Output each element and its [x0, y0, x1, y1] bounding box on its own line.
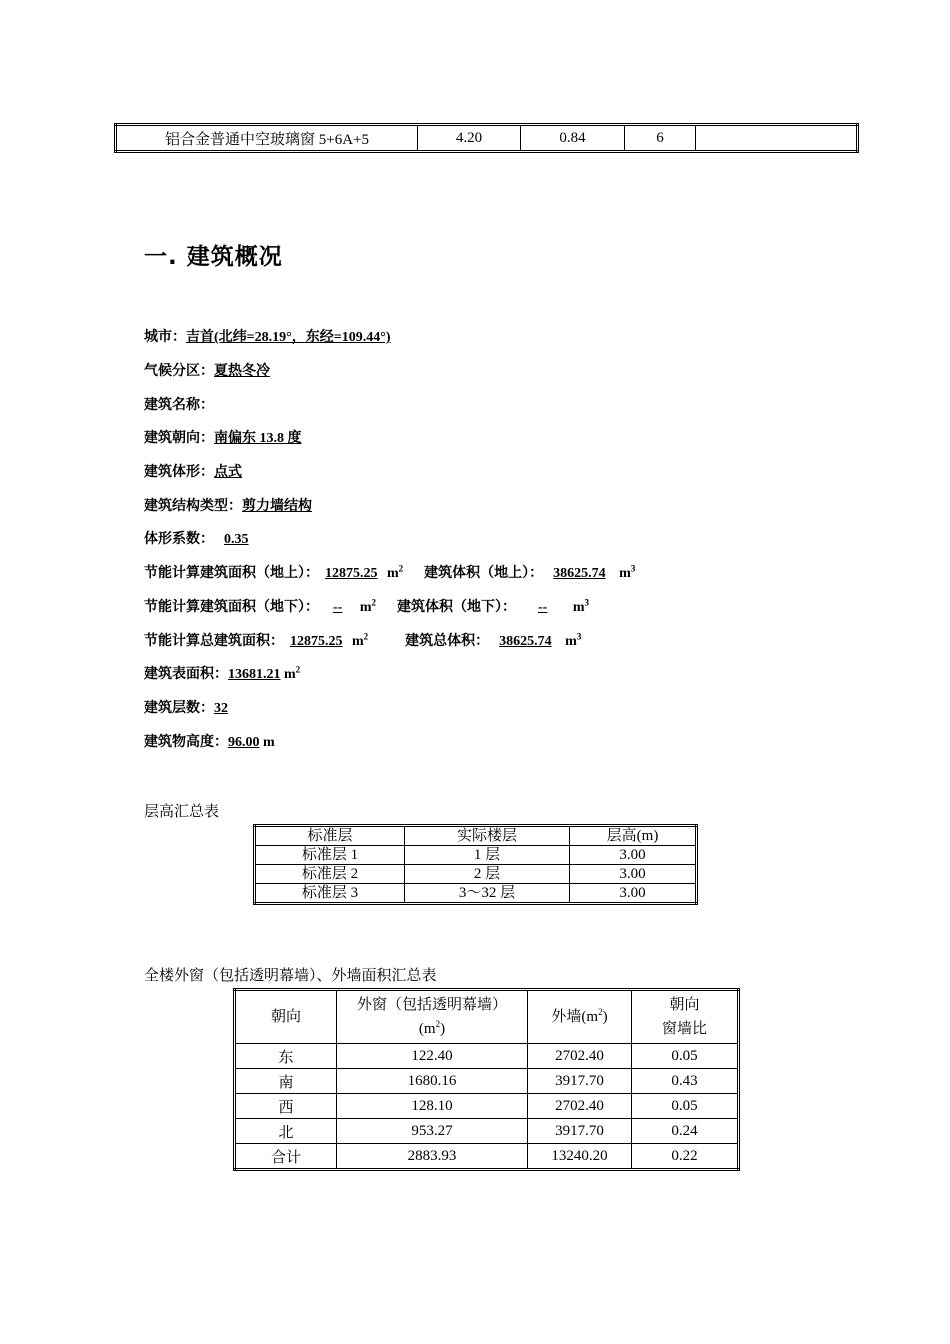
info-value: 12875.25 — [325, 566, 378, 581]
table-cell: 2702.40 — [528, 1044, 632, 1069]
table-cell: 3.00 — [570, 884, 697, 904]
unit-sup: 2 — [371, 597, 376, 608]
table-cell: 953.27 — [337, 1119, 528, 1144]
header-line — [337, 1017, 527, 1041]
info-value: 13681.21 — [228, 667, 281, 682]
table-cell: 2702.40 — [528, 1094, 632, 1119]
table-cell: 0.24 — [632, 1119, 739, 1144]
unit-sup: 2 — [363, 631, 369, 642]
table-header — [528, 990, 632, 1044]
info-label: 城市： — [144, 330, 186, 345]
table-header: 实际楼层 — [405, 826, 570, 846]
table-cell: 2883.93 — [337, 1144, 528, 1170]
info-below-ground — [144, 598, 589, 618]
table-cell: 0.05 — [632, 1094, 739, 1119]
table-cell: 铝合金普通中空玻璃窗 5+6A+5 — [116, 125, 418, 152]
info-above-ground — [144, 564, 635, 584]
table-cell: 标准层 3 — [255, 884, 405, 904]
table-cell: 4.20 — [418, 125, 521, 152]
section-title: 一. 建筑概况 — [144, 244, 283, 270]
unit-sup: 3 — [576, 631, 582, 642]
table-cell: 122.40 — [337, 1044, 528, 1069]
table-row — [255, 884, 697, 904]
table-cell: 1 层 — [405, 846, 570, 865]
table-cell: 0.05 — [632, 1044, 739, 1069]
info-label: 节能计算总建筑面积： — [144, 634, 284, 649]
info-total — [144, 632, 581, 652]
info-value: 38625.74 — [553, 566, 606, 581]
info-label: 体形系数： — [144, 532, 214, 547]
info-structure — [144, 497, 312, 517]
info-label: 建筑朝向： — [144, 431, 214, 446]
info-label: 气候分区： — [144, 364, 214, 379]
table-cell: 0.22 — [632, 1144, 739, 1170]
info-value: 96.00 — [228, 735, 260, 750]
info-value: 吉首(北纬=28.19°，东经=109.44°) — [186, 330, 391, 345]
info-city — [144, 328, 390, 348]
table-cell: 0.84 — [521, 125, 625, 152]
unit: m — [263, 735, 275, 750]
table-row — [116, 125, 858, 152]
info-name — [144, 396, 214, 416]
table-cell: 2 层 — [405, 865, 570, 884]
header-line: 朝向 — [669, 997, 700, 1013]
floor-table-caption: 层高汇总表 — [144, 804, 220, 820]
table-row — [255, 865, 697, 884]
table-cell: 南 — [235, 1069, 337, 1094]
table-row — [235, 1094, 739, 1119]
info-value: -- — [538, 600, 548, 615]
header-line: 外窗（包括透明幕墙） — [356, 997, 507, 1013]
info-label: 建筑体积（地上）： — [424, 566, 544, 581]
table-header — [632, 990, 739, 1044]
table-cell: 3.00 — [570, 865, 697, 884]
info-label: 建筑表面积： — [144, 667, 228, 682]
table-row — [235, 1069, 739, 1094]
table-cell: 0.43 — [632, 1069, 739, 1094]
info-value: 夏热冬冷 — [214, 364, 270, 379]
unit-sup: 2 — [435, 1019, 441, 1029]
table-cell: 13240.20 — [528, 1144, 632, 1170]
table-header — [337, 990, 528, 1044]
table-row — [235, 1144, 739, 1170]
info-value: 点式 — [214, 465, 242, 480]
unit-sup: 2 — [398, 563, 404, 574]
table-cell: 北 — [235, 1119, 337, 1144]
info-value: -- — [333, 600, 343, 615]
info-value: 0.35 — [224, 532, 249, 547]
table-row — [255, 846, 697, 865]
table-cell: 东 — [235, 1044, 337, 1069]
floor-height-table — [253, 824, 698, 905]
info-orientation — [144, 429, 302, 449]
table-cell: 128.10 — [337, 1094, 528, 1119]
table-cell: 标准层 2 — [255, 865, 405, 884]
info-label: 节能计算建筑面积（地下）： — [144, 600, 319, 615]
info-shape — [144, 463, 242, 483]
unit: m — [387, 566, 399, 581]
info-label: 建筑总体积： — [405, 634, 490, 649]
unit: m — [572, 600, 585, 615]
unit-sup: 2 — [295, 664, 301, 675]
table-cell: 西 — [235, 1094, 337, 1119]
table-header: 标准层 — [255, 826, 405, 846]
table-cell: 1680.16 — [337, 1069, 528, 1094]
table-row — [235, 1119, 739, 1144]
table-cell: 3917.70 — [528, 1069, 632, 1094]
table-header-row — [235, 990, 739, 1044]
info-label: 节能计算建筑面积（地上）： — [144, 566, 319, 581]
table-header-row — [255, 826, 697, 846]
info-floors — [144, 699, 228, 719]
window-spec-table — [114, 123, 859, 153]
table-cell — [696, 125, 858, 152]
header-line: 窗墙比 — [661, 1021, 707, 1037]
unit: m — [352, 634, 364, 649]
table-cell: 3917.70 — [528, 1119, 632, 1144]
table-cell: 3～32 层 — [405, 884, 570, 904]
table-cell: 标准层 1 — [255, 846, 405, 865]
info-value: 剪力墙结构 — [242, 499, 312, 514]
unit: m — [359, 600, 372, 615]
window-table-caption: 全楼外窗（包括透明幕墙）、外墙面积汇总表 — [144, 968, 437, 984]
info-shape-coefficient — [144, 530, 254, 550]
table-cell: 6 — [625, 125, 696, 152]
info-value: 南偏东 13.8 度 — [214, 431, 302, 446]
window-wall-area-table — [233, 988, 740, 1171]
unit-sup: 2 — [598, 1007, 603, 1017]
header-text: ) — [440, 1021, 446, 1037]
info-label: 建筑结构类型： — [144, 499, 242, 514]
info-label: 建筑体积（地下）： — [397, 600, 516, 615]
info-value: 38625.74 — [499, 634, 552, 649]
info-value: 32 — [214, 701, 228, 716]
unit: m — [619, 566, 631, 581]
header-text: (m — [418, 1021, 436, 1037]
table-header: 朝向 — [235, 990, 337, 1044]
info-label: 建筑物高度： — [144, 735, 228, 750]
table-cell: 3.00 — [570, 846, 697, 865]
unit-sup: 3 — [630, 563, 636, 574]
info-surface-area — [144, 665, 300, 685]
info-label: 建筑体形： — [144, 465, 214, 480]
header-text: 外墙(m — [551, 1009, 599, 1025]
info-label: 建筑层数： — [144, 701, 214, 716]
header-text: ) — [602, 1009, 608, 1025]
info-height — [144, 733, 275, 753]
unit: m — [284, 667, 296, 682]
unit: m — [565, 634, 577, 649]
table-header: 层高(m) — [570, 826, 697, 846]
info-label: 建筑名称： — [144, 398, 214, 413]
info-value: 12875.25 — [290, 634, 343, 649]
info-climate — [144, 362, 270, 382]
unit-sup: 3 — [584, 597, 589, 608]
table-cell: 合计 — [235, 1144, 337, 1170]
table-row — [235, 1044, 739, 1069]
